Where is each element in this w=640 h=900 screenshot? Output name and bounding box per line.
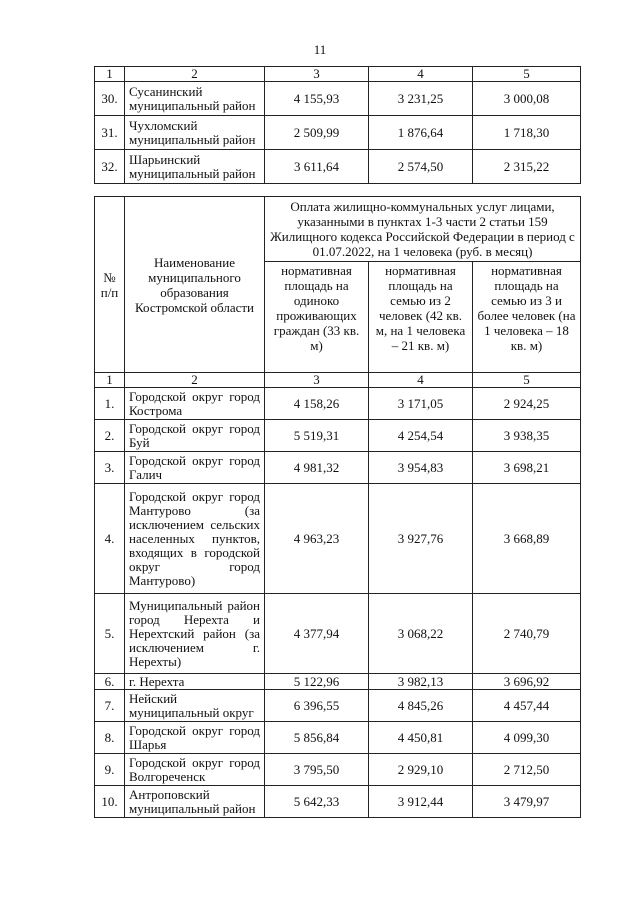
value-two: 2 929,10: [369, 754, 473, 786]
row-number: 3.: [95, 452, 125, 484]
value-three-plus: 3 696,92: [473, 674, 581, 690]
row-number: 7.: [95, 690, 125, 722]
header-col-three-plus: нормативная площадь на семью из 3 и более человек (на 1 человека – 18 кв. м): [473, 262, 581, 373]
table-row: [95, 786, 581, 818]
table-row: [95, 484, 581, 594]
value-two: 1 876,64: [369, 116, 473, 150]
row-number: 32.: [95, 150, 125, 184]
column-number: 1: [95, 373, 125, 388]
value-two: 4 845,26: [369, 690, 473, 722]
value-two: 3 927,76: [369, 484, 473, 594]
value-three-plus: 3 000,08: [473, 82, 581, 116]
table-row: [95, 116, 581, 150]
row-number: 31.: [95, 116, 125, 150]
municipality-name: Городской округ город Шарья: [125, 722, 265, 754]
column-number: 1: [95, 67, 125, 82]
value-single: 4 155,93: [265, 82, 369, 116]
value-three-plus: 3 698,21: [473, 452, 581, 484]
value-two: 3 068,22: [369, 594, 473, 674]
value-single: 3 611,64: [265, 150, 369, 184]
row-number: 9.: [95, 754, 125, 786]
table-row: [95, 420, 581, 452]
row-number: 2.: [95, 420, 125, 452]
value-three-plus: 3 938,35: [473, 420, 581, 452]
value-three-plus: 2 924,25: [473, 388, 581, 420]
value-two: 4 254,54: [369, 420, 473, 452]
header-row-group: [95, 197, 581, 262]
value-two: 3 954,83: [369, 452, 473, 484]
value-single: 4 981,32: [265, 452, 369, 484]
municipality-name: Сусанинский муниципальный район: [125, 82, 265, 116]
municipality-name: Городской округ город Буй: [125, 420, 265, 452]
municipality-name: Городской округ город Галич: [125, 452, 265, 484]
table-row: [95, 388, 581, 420]
column-number: 5: [473, 373, 581, 388]
value-single: 5 642,33: [265, 786, 369, 818]
column-number: 4: [369, 373, 473, 388]
continuation-table: [94, 66, 581, 184]
municipality-name: Чухломский муниципальный район: [125, 116, 265, 150]
row-number: 8.: [95, 722, 125, 754]
value-single: 4 377,94: [265, 594, 369, 674]
municipality-name: Муниципальный район город Нерехта и Нерехтский район (за исключением г. Нерехты): [125, 594, 265, 674]
utility-payment-table: [94, 196, 581, 818]
header-col-two: нормативная площадь на семью из 2 человек (42 кв. м, на 1 человека – 21 кв. м): [369, 262, 473, 373]
value-single: 5 519,31: [265, 420, 369, 452]
column-number-row: [95, 373, 581, 388]
page-number: 11: [313, 42, 327, 57]
row-number: 1.: [95, 388, 125, 420]
table-row: [95, 150, 581, 184]
header-payment-group: Оплата жилищно-коммунальных услуг лицами, указанными в пунктах 1-3 части 2 статьи 159 Жилищного кодекса Российской Федерации в период с 01.07.2022, на 1 человека (руб. в месяц): [265, 197, 581, 262]
row-number: 10.: [95, 786, 125, 818]
table-row: [95, 722, 581, 754]
header-municipality: Наименование муниципального образования Костромской области: [125, 197, 265, 373]
value-two: 3 171,05: [369, 388, 473, 420]
value-single: 5 122,96: [265, 674, 369, 690]
value-two: 3 231,25: [369, 82, 473, 116]
municipality-name: г. Нерехта: [125, 674, 265, 690]
value-two: 3 982,13: [369, 674, 473, 690]
municipality-name: Нейский муниципальный округ: [125, 690, 265, 722]
column-number: 3: [265, 373, 369, 388]
table-row: [95, 594, 581, 674]
value-two: 2 574,50: [369, 150, 473, 184]
value-single: 2 509,99: [265, 116, 369, 150]
column-number: 2: [125, 67, 265, 82]
value-two: 4 450,81: [369, 722, 473, 754]
column-number-row: [95, 67, 581, 82]
value-single: 3 795,50: [265, 754, 369, 786]
municipality-name: Городской округ город Кострома: [125, 388, 265, 420]
table-row: [95, 690, 581, 722]
column-number: 5: [473, 67, 581, 82]
table-row: [95, 674, 581, 690]
value-three-plus: 1 718,30: [473, 116, 581, 150]
value-single: 5 856,84: [265, 722, 369, 754]
table-row: [95, 452, 581, 484]
table-row: [95, 82, 581, 116]
column-number: 4: [369, 67, 473, 82]
value-two: 3 912,44: [369, 786, 473, 818]
column-number: 3: [265, 67, 369, 82]
row-number: 6.: [95, 674, 125, 690]
value-three-plus: 4 457,44: [473, 690, 581, 722]
municipality-name: Шарьинский муниципальный район: [125, 150, 265, 184]
value-single: 4 963,23: [265, 484, 369, 594]
value-three-plus: 3 668,89: [473, 484, 581, 594]
header-col-single: нормативная площадь на одиноко проживающих граждан (33 кв. м): [265, 262, 369, 373]
row-number: 5.: [95, 594, 125, 674]
value-three-plus: 2 712,50: [473, 754, 581, 786]
table-row: [95, 754, 581, 786]
value-three-plus: 2 315,22: [473, 150, 581, 184]
value-single: 4 158,26: [265, 388, 369, 420]
value-three-plus: 2 740,79: [473, 594, 581, 674]
municipality-name: Городской округ город Волгореченск: [125, 754, 265, 786]
value-single: 6 396,55: [265, 690, 369, 722]
header-row-number: № п/п: [95, 197, 125, 373]
row-number: 30.: [95, 82, 125, 116]
row-number: 4.: [95, 484, 125, 594]
value-three-plus: 3 479,97: [473, 786, 581, 818]
municipality-name: Городской округ город Мантурово (за исключением сельских населенных пунктов, входящих в городской округ город Мантурово): [125, 484, 265, 594]
column-number: 2: [125, 373, 265, 388]
municipality-name: Антроповский муниципальный район: [125, 786, 265, 818]
value-three-plus: 4 099,30: [473, 722, 581, 754]
